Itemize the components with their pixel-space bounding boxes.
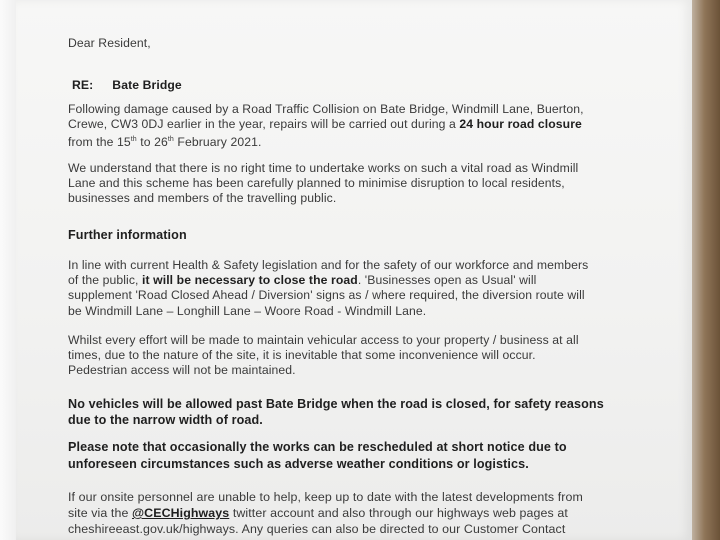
paragraph-closure-intro: Following damage caused by a Road Traffic Collision on Bate Bridge, Windmill Lane, Buerton, Crewe, CW3 0DJ earlier in the year, repairs will be carried out during a 24 hour road closure from the 15th to 26th February 2021. xyxy=(68,102,584,150)
further-information-heading: Further information xyxy=(68,228,187,242)
paragraph-contact: If our onsite personnel are unable to help, keep up to date with the latest developments from site via the @CECHighways twitter account and also through our highways web pages at cheshireeast.gov.uk/highways. Any queries can also be directed to our Customer Contact xyxy=(68,490,583,536)
salutation: Dear Resident, xyxy=(68,36,151,50)
twitter-handle: @CECHighways xyxy=(131,506,230,520)
re-subject: Bate Bridge xyxy=(112,78,182,92)
paragraph-no-vehicles: No vehicles will be allowed past Bate Bridge when the road is closed, for safety reasons due to the narrow width of road. xyxy=(68,397,604,427)
paragraph-access: Whilst every effort will be made to maintain vehicular access to your property / business at all times, due to the nature of the site, it is inevitable that some inconvenience will occur. Pedestrian access will not be maintained. xyxy=(68,333,579,378)
paragraph-safety: In line with current Health & Safety legislation and for the safety of our workforce and members of the public, it will be necessary to close the road. 'Businesses open as Usual' will supplement 'Road Closed Ahead / Diversion' signs as / where required, the diversion route will be Windmill Lane – Longhill Lane – Woore Road - Windmill Lane. xyxy=(68,258,589,318)
background-left xyxy=(0,0,16,540)
paragraph-planning: We understand that there is no right time to undertake works on such a vital road as Windmill Lane and this scheme has been carefully planned to minimise disruption to local residents, businesses and members of the travelling public. xyxy=(68,161,579,206)
letter-page xyxy=(16,0,692,540)
paragraph-reschedule: Please note that occasionally the works can be rescheduled at short notice due to unforeseen circumstances such as adverse weather conditions or logistics. xyxy=(68,440,567,471)
re-line xyxy=(72,78,646,93)
re-label: RE: xyxy=(72,78,94,92)
background-right xyxy=(692,0,720,540)
